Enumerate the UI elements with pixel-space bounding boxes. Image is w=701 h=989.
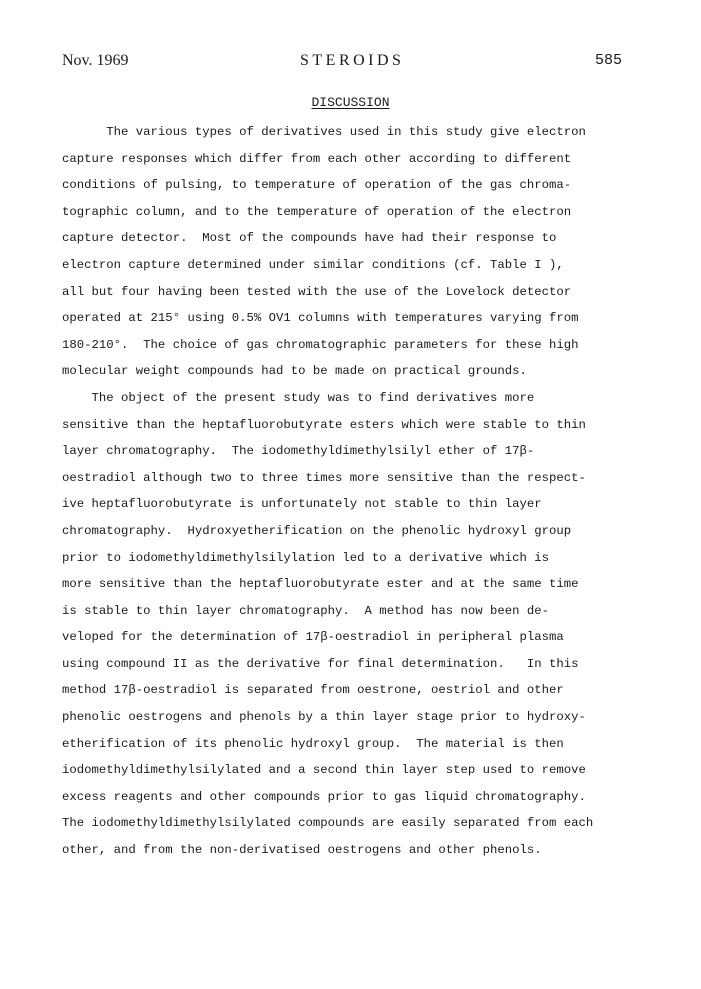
text-line: using compound II as the derivative for final determination. In this bbox=[62, 656, 579, 671]
text-line: excess reagents and other compounds prior to gas liquid chromatography. bbox=[62, 789, 586, 804]
text-line: method 17β-oestradiol is separated from oestrone, oestriol and other bbox=[62, 683, 564, 698]
text-line: electron capture determined under similar conditions (cf. Table I ), bbox=[62, 257, 564, 272]
issue-date: Nov. 1969 bbox=[62, 52, 129, 69]
text-line: The iodomethyldimethylsilylated compounds are easily separated from each bbox=[62, 816, 594, 831]
page-header bbox=[62, 52, 622, 76]
text-line: ive heptafluorobutyrate is unfortunately not stable to thin layer bbox=[62, 497, 542, 512]
text-line: 180-210°. The choice of gas chromatographic parameters for these high bbox=[62, 337, 579, 352]
text-line: conditions of pulsing, to temperature of operation of the gas chroma- bbox=[62, 178, 572, 193]
journal-name: STEROIDS bbox=[300, 52, 405, 69]
text-line: other, and from the non-derivatised oestrogens and other phenols. bbox=[62, 843, 542, 858]
text-line: tographic column, and to the temperature of operation of the electron bbox=[62, 204, 572, 219]
text-line: veloped for the determination of 17β-oestradiol in peripheral plasma bbox=[62, 630, 564, 645]
text-line: capture responses which differ from each other according to different bbox=[62, 151, 572, 166]
text-line: phenolic oestrogens and phenols by a thin layer stage prior to hydroxy- bbox=[62, 710, 586, 725]
discussion-body bbox=[62, 119, 642, 864]
text-line: layer chromatography. The iodomethyldimethylsilyl ether of 17β- bbox=[62, 444, 535, 459]
page-number: 585 bbox=[594, 52, 622, 69]
text-line: iodomethyldimethylsilylated and a second thin layer step used to remove bbox=[62, 763, 586, 778]
text-line: all but four having been tested with the use of the Lovelock detector bbox=[62, 284, 572, 299]
text-line: capture detector. Most of the compounds have had their response to bbox=[62, 231, 557, 246]
section-heading: DISCUSSION bbox=[311, 95, 390, 110]
text-line: chromatography. Hydroxyetherification on the phenolic hydroxyl group bbox=[62, 523, 572, 538]
text-line: The object of the present study was to find derivatives more bbox=[62, 390, 535, 405]
text-line: molecular weight compounds had to be made on practical grounds. bbox=[62, 364, 527, 379]
text-line: etherification of its phenolic hydroxyl group. The material is then bbox=[62, 736, 564, 751]
text-line: The various types of derivatives used in this study give electron bbox=[62, 125, 586, 139]
text-line: more sensitive than the heptafluorobutyrate ester and at the same time bbox=[62, 577, 579, 592]
text-line: is stable to thin layer chromatography. A method has now been de- bbox=[62, 603, 550, 618]
text-line: oestradiol although two to three times more sensitive than the respect- bbox=[62, 470, 586, 485]
text-line: sensitive than the heptafluorobutyrate esters which were stable to thin bbox=[62, 417, 586, 432]
text-line: prior to iodomethyldimethylsilylation led to a derivative which is bbox=[62, 550, 550, 565]
text-line: operated at 215° using 0.5% OV1 columns with temperatures varying from bbox=[62, 311, 579, 326]
